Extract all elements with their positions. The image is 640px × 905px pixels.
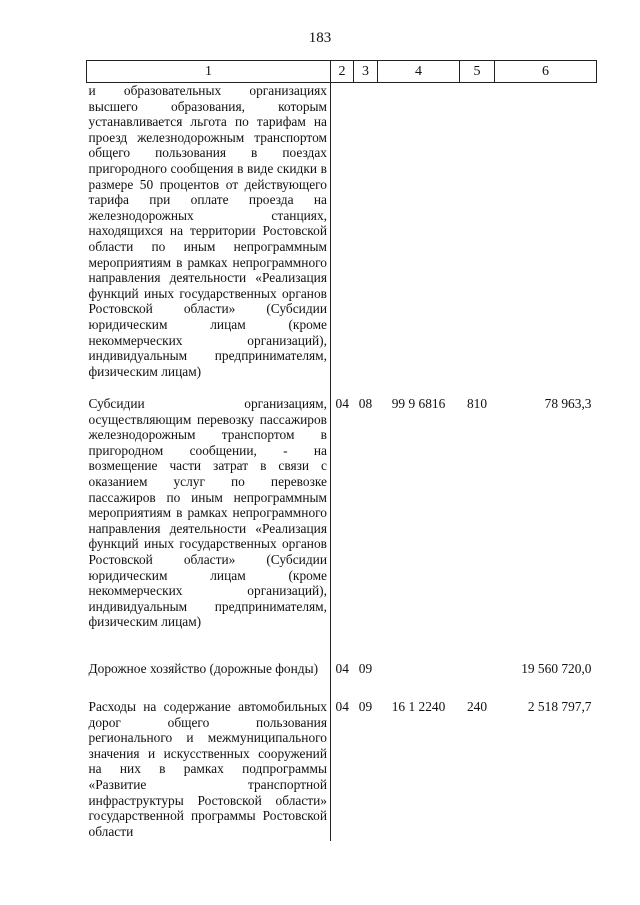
row-pr: [354, 83, 378, 390]
column-header-4: 4: [378, 61, 460, 83]
row-vr: 810: [466, 396, 488, 411]
row-sum: 2 518 797,7: [527, 699, 592, 714]
column-header-6: 6: [495, 61, 597, 83]
table-row: [87, 654, 597, 692]
row-rz: [331, 83, 354, 390]
row-rz: 04: [335, 396, 349, 411]
row-sum: 78 963,3: [544, 396, 592, 411]
budget-table: [86, 60, 597, 841]
row-csr: [378, 83, 460, 390]
table-row: [87, 83, 597, 390]
row-name: Расходы на содержание автомобильных дорог общего пользования регионального и межмуниципального значения и искусственных сооружений на них в рамках подпрограммы «Развитие транспортной инфраструктуры Ростовской области» государственной программы Ростовской области: [87, 692, 331, 841]
row-rz: 04: [335, 699, 349, 714]
row-name: и образовательных организациях высшего образования, которым устанавливается льгота по тарифам на проезд железнодорожным транспортом общего пользования в поездах пригородного сообщения в виде скидки в размере 50 процентов от действующего тарифа при оплате проезда на железнодорожных станциях, находящихся на территории Ростовской области по иным непрограммным мероприятиям в рамках непрограммного направления деятельности «Реализация функций иных государственных органов Ростовской области» (Субсидии юридическим лицам (кроме некоммерческих организаций), индивидуальным предпринимателям, физическим лицам): [87, 83, 331, 390]
row-rz: 04: [335, 661, 349, 676]
table-row: [87, 389, 597, 654]
row-pr: 09: [358, 661, 373, 676]
row-vr: [460, 83, 495, 390]
row-vr: [460, 654, 495, 692]
table-header-row: [87, 61, 597, 83]
column-header-3: 3: [354, 61, 378, 83]
table-row: [87, 692, 597, 841]
row-vr: 240: [466, 699, 488, 714]
row-csr: 16 1 2240: [391, 699, 446, 714]
row-sum: 19 560 720,0: [521, 661, 592, 676]
page-number: 183: [308, 30, 332, 46]
row-csr: [378, 654, 460, 692]
row-csr: 99 9 6816: [391, 396, 446, 411]
row-sum: [495, 83, 597, 390]
row-name: Дорожное хозяйство (дорожные фонды): [87, 654, 331, 692]
row-pr: 08: [358, 396, 373, 411]
column-header-2: 2: [331, 61, 354, 83]
column-header-1: 1: [87, 61, 331, 83]
column-header-5: 5: [460, 61, 495, 83]
row-name: Субсидии организациям, осуществляющим перевозку пассажиров железнодорожным транспортом в пригородном сообщении, - на возмещение части затрат в связи с оказанием услуг по перевозке пассажиров по иным непрограммным мероприятиям в рамках непрограммного направления деятельности «Реализация функций иных государственных органов Ростовской области» (Субсидии юридическим лицам (кроме некоммерческих организаций), индивидуальным предпринимателям, физическим лицам): [87, 389, 331, 654]
row-pr: 09: [358, 699, 373, 714]
